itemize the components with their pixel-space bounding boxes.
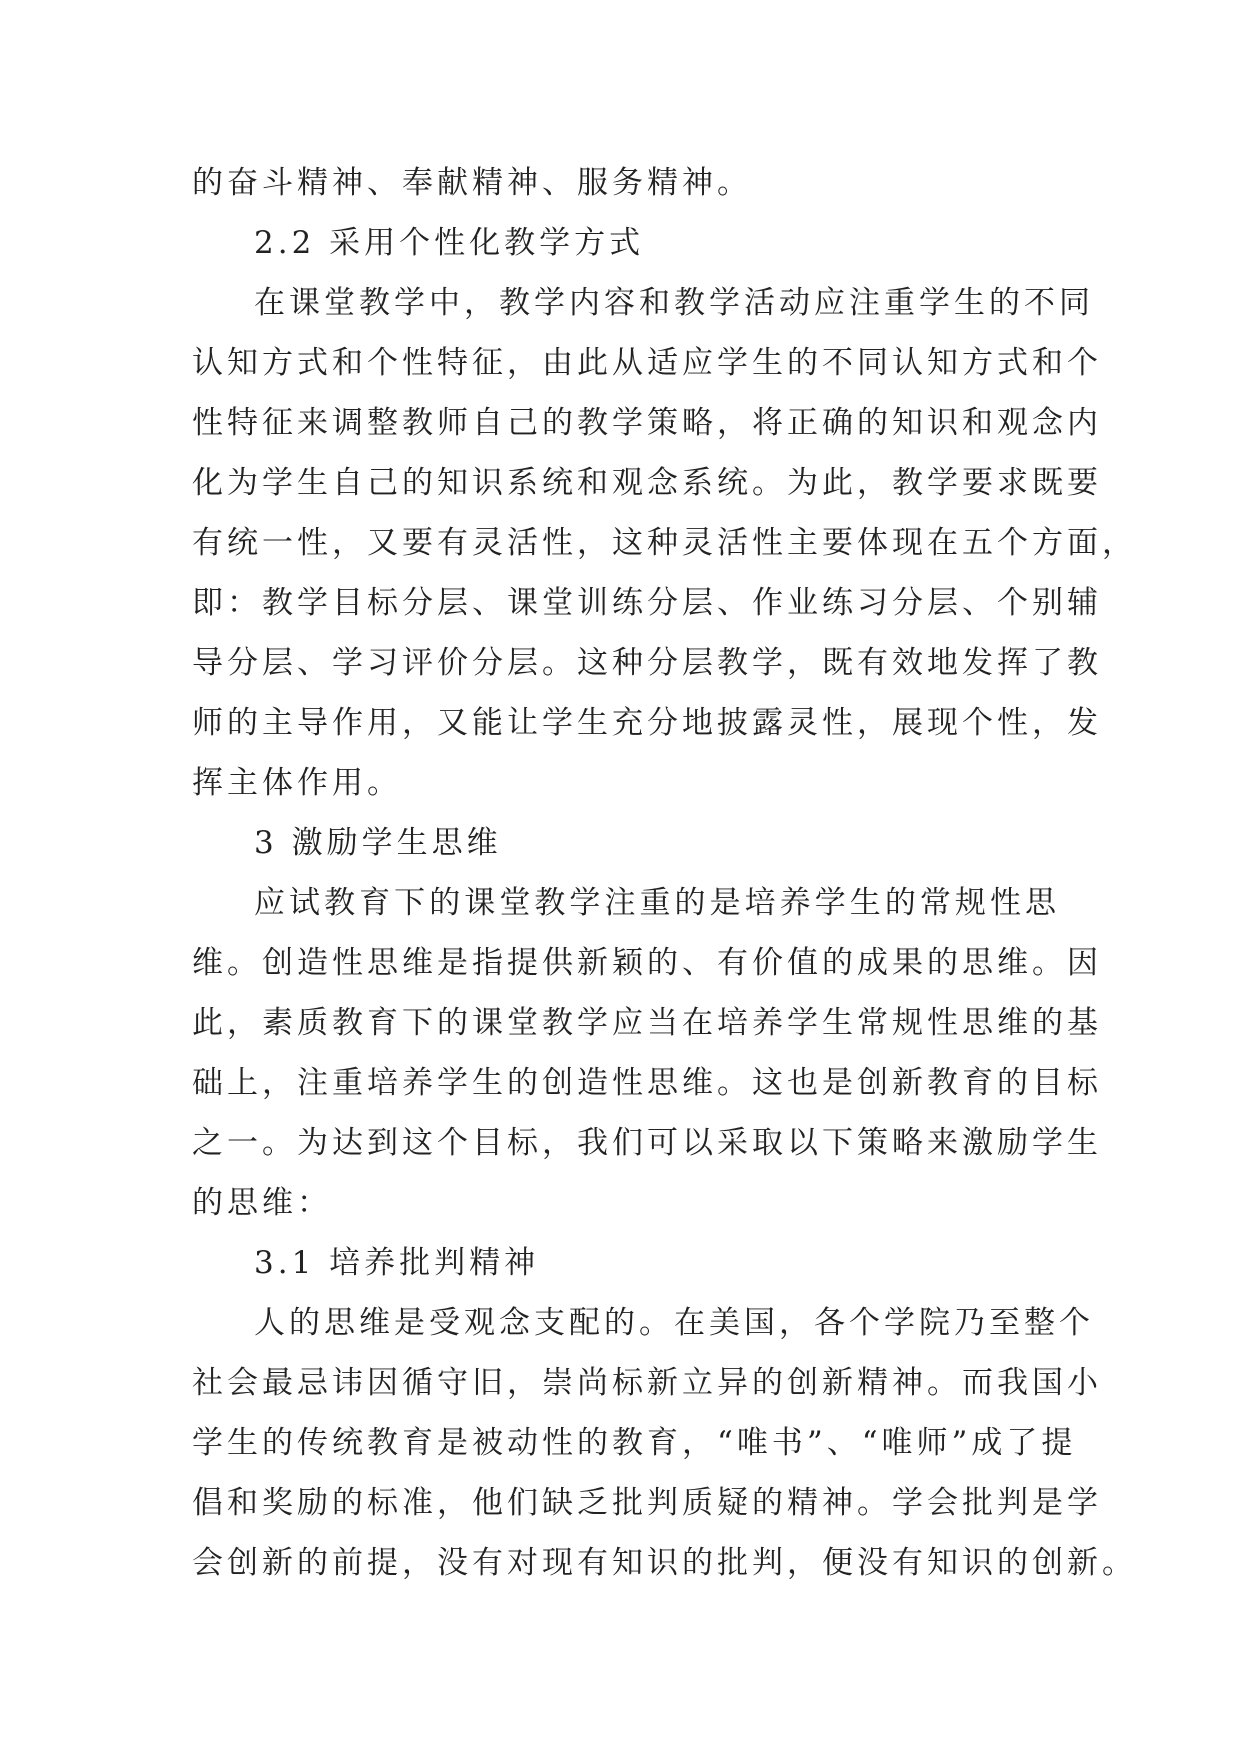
text-line: 的奋斗精神、奉献精神、服务精神。 xyxy=(192,165,752,201)
text-line: 化为学生自己的知识系统和观念系统。为此，教学要求既要 xyxy=(192,465,1102,501)
document-page xyxy=(192,153,1137,1593)
text-line: 的思维： xyxy=(192,1185,332,1221)
section-heading: 2.2 采用个性化教学方式 xyxy=(254,225,645,261)
text-line: 维。创造性思维是指提供新颖的、有价值的成果的思维。因 xyxy=(192,945,1102,981)
text-line: 此，素质教育下的课堂教学应当在培养学生常规性思维的基 xyxy=(192,1005,1102,1041)
text-line: 之一。为达到这个目标，我们可以采取以下策略来激励学生 xyxy=(192,1125,1102,1161)
text-line: 社会最忌讳因循守旧，崇尚标新立异的创新精神。而我国小 xyxy=(192,1365,1102,1401)
text-line: 师的主导作用，又能让学生充分地披露灵性，展现个性，发 xyxy=(192,705,1102,741)
section-heading: 3.1 培养批判精神 xyxy=(254,1245,540,1281)
text-line: 应试教育下的课堂教学注重的是培养学生的常规性思 xyxy=(254,885,1060,921)
text-line: 导分层、学习评价分层。这种分层教学，既有效地发挥了教 xyxy=(192,645,1102,681)
text-line: 性特征来调整教师自己的教学策略，将正确的知识和观念内 xyxy=(192,405,1102,441)
text-line: 学生的传统教育是被动性的教育，“唯书”、“唯师”成了提 xyxy=(192,1425,1077,1461)
text-line: 认知方式和个性特征，由此从适应学生的不同认知方式和个 xyxy=(192,345,1102,381)
text-line: 倡和奖励的标准，他们缺乏批判质疑的精神。学会批判是学 xyxy=(192,1485,1102,1521)
text-line: 即：教学目标分层、课堂训练分层、作业练习分层、个别辅 xyxy=(192,585,1102,621)
text-line: 有统一性，又要有灵活性，这种灵活性主要体现在五个方面， xyxy=(192,525,1137,561)
text-line: 人的思维是受观念支配的。在美国，各个学院乃至整个 xyxy=(254,1305,1094,1341)
section-heading: 3 激励学生思维 xyxy=(254,825,502,861)
text-line: 挥主体作用。 xyxy=(192,765,402,801)
text-line: 会创新的前提，没有对现有知识的批判，便没有知识的创新。 xyxy=(192,1545,1137,1581)
text-line: 础上，注重培养学生的创造性思维。这也是创新教育的目标 xyxy=(192,1065,1102,1101)
text-line: 在课堂教学中，教学内容和教学活动应注重学生的不同 xyxy=(254,285,1094,321)
